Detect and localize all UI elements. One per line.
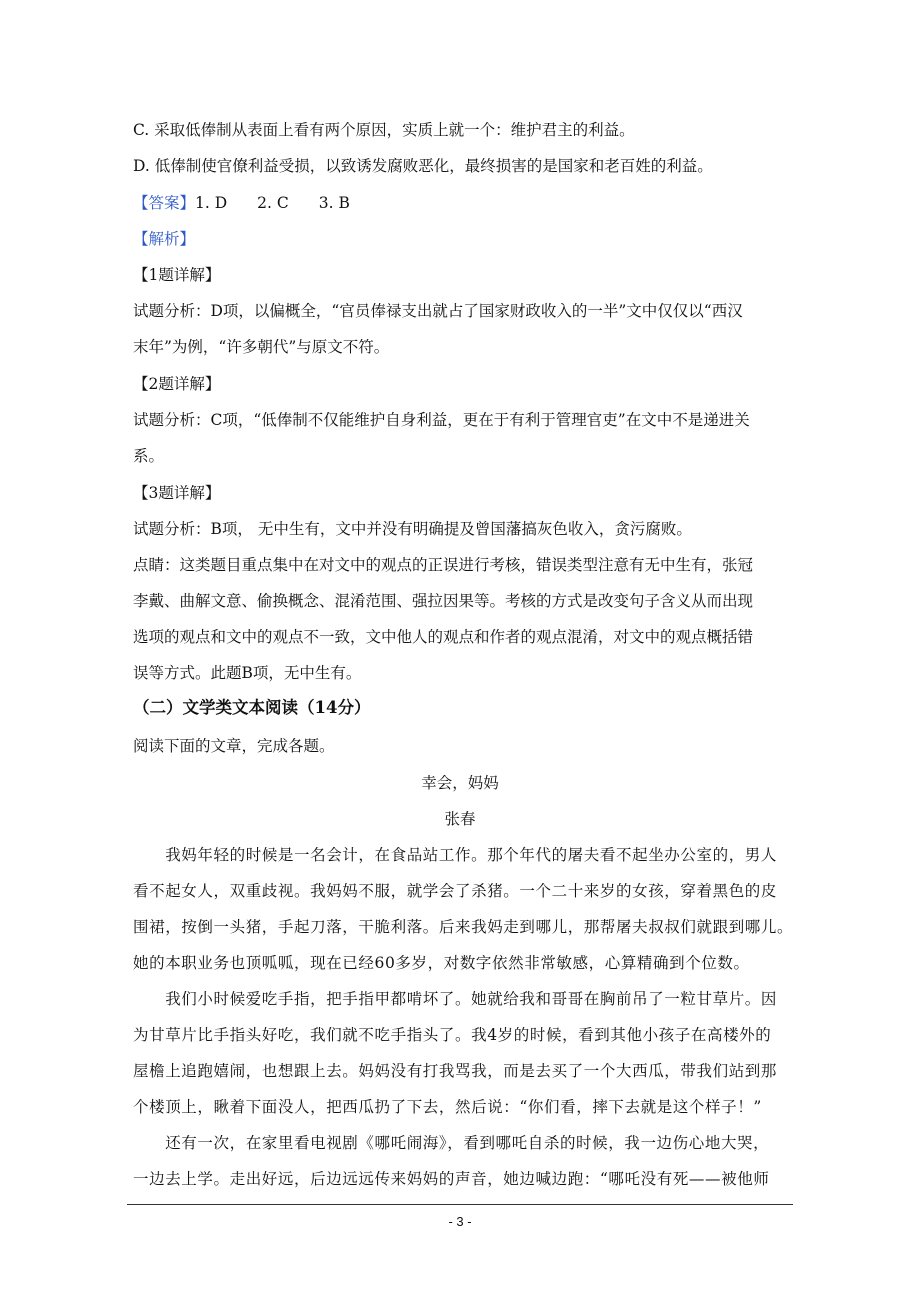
note-line: 李戴、曲解文意、偷换概念、混淆范围、强拉因果等。考核的方式是改变句子含义从而出现 xyxy=(133,592,754,610)
answer-line xyxy=(133,193,350,213)
story-line: 个楼顶上，瞅着下面没人，把西瓜扔了下去，然后说：“你们看，摔下去就是这个样子！” xyxy=(133,1098,762,1116)
q2-heading: 【2题详解】 xyxy=(133,375,221,393)
q1-line: 试题分析：D项，以偏概全，“官员俸禄支出就占了国家财政收入的一半”文中仅仅以“西汉 xyxy=(133,302,743,320)
story-line: 我妈年轻的时候是一名会计，在食品站工作。那个年代的屠夫看不起坐办公室的，男人 xyxy=(133,846,778,864)
q1-heading: 【1题详解】 xyxy=(133,266,221,284)
story-line: 一边去上学。走出好远，后边远远传来妈妈的声音，她边喊边跑：“哪吒没有死——被他师 xyxy=(133,1170,770,1188)
answer-item: 1. D xyxy=(195,194,228,212)
page-number: - 3 - xyxy=(448,1214,472,1229)
q3-heading: 【3题详解】 xyxy=(133,484,221,502)
note-line: 选项的观点和文中的观点不一致，文中他人的观点和作者的观点混淆，对文中的观点概括错 xyxy=(133,628,754,646)
q2-line: 试题分析：C项，“低俸制不仅能维护自身利益，更在于有利于管理官吏”在文中不是递进关 xyxy=(133,411,750,429)
footer-rule xyxy=(127,1204,793,1205)
story-line: 我们小时候爱吃手指，把手指甲都啃坏了。她就给我和哥哥在胸前吊了一粒甘草片。因 xyxy=(133,990,778,1008)
section-title: （二）文学类文本阅读（14分） xyxy=(133,698,371,717)
option-c: C. 采取低俸制从表面上看有两个原因，实质上就一个：维护君主的利益。 xyxy=(133,121,635,139)
story-line: 为甘草片比手指头好吃，我们就不吃手指头了。我4岁的时候，看到其他小孩子在高楼外的 xyxy=(133,1026,772,1044)
answer-item: 3. B xyxy=(318,194,350,212)
option-d: D. 低俸制使官僚利益受损，以致诱发腐败恶化，最终损害的是国家和老百姓的利益。 xyxy=(133,157,713,175)
story-line: 屋檐上追跑嬉闹，也想跟上去。妈妈没有打我骂我，而是去买了一个大西瓜，带我们站到那 xyxy=(133,1062,778,1080)
story-title: 幸会，妈妈 xyxy=(421,774,499,792)
answer-item: 2. C xyxy=(257,194,289,212)
story-line: 她的本职业务也顶呱呱，现在已经60多岁，对数字依然非常敏感，心算精确到个位数。 xyxy=(133,954,750,972)
analysis-label: 【解析】 xyxy=(133,230,196,248)
story-line: 围裙，按倒一头猪，手起刀落，干脆利落。后来我妈走到哪儿，那帮屠夫叔叔们就跟到哪儿。 xyxy=(133,918,794,936)
note-line: 点睛：这类题目重点集中在对文中的观点的正误进行考核，错误类型注意有无中生有，张冠 xyxy=(133,556,754,574)
answer-label: 【答案】 xyxy=(133,194,196,212)
story-line: 还有一次，在家里看电视剧《哪吒闹海》，看到哪吒自杀的时候，我一边伤心地大哭， xyxy=(133,1134,770,1152)
section-instruction: 阅读下面的文章，完成各题。 xyxy=(133,737,335,755)
q3-line: 试题分析：B项， 无中生有，文中并没有明确提及曾国藩搞灰色收入，贪污腐败。 xyxy=(133,520,692,538)
story-line: 看不起女人，双重歧视。我妈妈不服，就学会了杀猪。一个二十来岁的女孩，穿着黑色的皮 xyxy=(133,882,778,900)
story-author: 张春 xyxy=(444,810,476,828)
q1-line: 末年”为例，“许多朝代”与原文不符。 xyxy=(133,338,390,356)
q2-line: 系。 xyxy=(133,447,165,465)
note-line: 误等方式。此题B项，无中生有。 xyxy=(133,664,362,682)
